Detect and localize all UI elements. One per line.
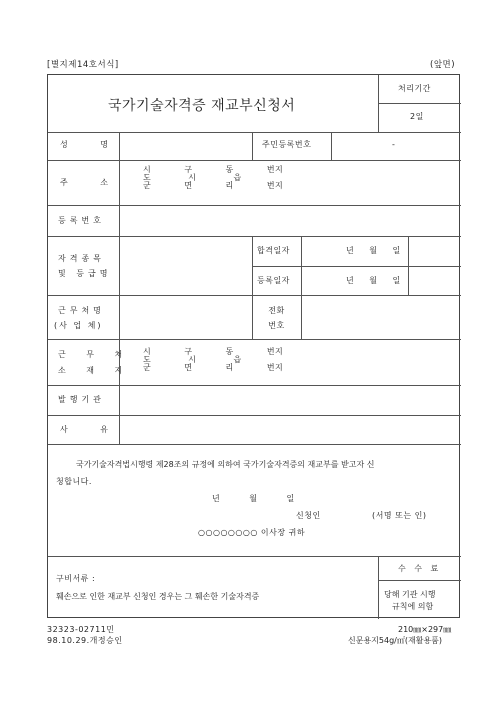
divider xyxy=(48,132,461,133)
workplace-label-2: (사 업 체) xyxy=(54,321,103,330)
name-field[interactable] xyxy=(121,134,250,158)
divider xyxy=(378,580,461,581)
pass-date-field[interactable]: 년 월 일 xyxy=(346,246,401,255)
divider xyxy=(48,236,461,237)
form-title: 국가기술자격증 재교부신청서 xyxy=(108,98,296,114)
issuer-field[interactable] xyxy=(121,387,459,413)
divider xyxy=(252,266,461,267)
form-number: [별지제14호서식] xyxy=(47,60,119,70)
documents-text: 훼손으로 인한 재교부 신청인 경우는 그 훼손한 기술자격증 xyxy=(56,592,260,601)
divider xyxy=(48,160,461,161)
application-form xyxy=(47,74,460,618)
divider xyxy=(119,132,120,444)
reason-label: 사 유 xyxy=(60,425,112,434)
work-location-label-1: 근 무 처 xyxy=(58,350,132,359)
divider xyxy=(48,339,461,340)
processing-period-value: 2일 xyxy=(410,112,424,121)
phone-label-2: 번호 xyxy=(268,321,285,330)
address-field[interactable] xyxy=(121,162,459,203)
statement-line-2: 청합니다. xyxy=(56,477,92,486)
recipient: ○○○○○○○○ 이사장 귀하 xyxy=(198,528,306,537)
rrn-label: 주민등록번호 xyxy=(262,140,312,149)
fee-line-1: 당해 기관 시행 xyxy=(384,590,436,599)
form-code: 32323-02711민 xyxy=(47,625,115,634)
divider xyxy=(48,205,461,206)
divider xyxy=(48,415,461,416)
address-line-1: 시 구 동 번지 xyxy=(143,165,284,174)
reg-number-field[interactable] xyxy=(121,207,459,234)
work-address-line-2: 도 시 읍 xyxy=(143,355,242,364)
divider xyxy=(48,295,461,296)
divider xyxy=(408,236,409,295)
phone-label-1: 전화 xyxy=(268,306,285,315)
workplace-field[interactable] xyxy=(121,297,250,337)
documents-label: 구비서류 : xyxy=(56,574,96,583)
revision-note: 98.10.29.개정승인 xyxy=(47,636,123,645)
page-side: (앞면) xyxy=(430,60,456,70)
reg-date-label: 등록일자 xyxy=(257,276,290,285)
qualification-label-1: 자격종목 xyxy=(58,254,105,263)
divider xyxy=(48,385,461,386)
name-label: 성 명 xyxy=(60,140,112,149)
divider xyxy=(48,444,461,445)
statement-line-1: 국가기술자격법시행령 제28조의 규정에 의하여 국가기술자격증의 재교부를 받고자 신 xyxy=(76,460,375,469)
reg-date-field[interactable]: 년 월 일 xyxy=(346,276,401,285)
workplace-label-1: 근무처명 xyxy=(58,306,105,315)
fee-line-2: 규칙에 의함 xyxy=(392,602,434,611)
divider xyxy=(252,132,253,160)
phone-field[interactable] xyxy=(303,297,459,337)
divider xyxy=(301,236,302,339)
reg-number-label: 등록번호 xyxy=(58,216,105,225)
applicant-label: 신청인 xyxy=(296,511,321,520)
divider xyxy=(378,556,379,619)
rrn-field[interactable]: - xyxy=(392,140,396,149)
address-line-2: 도 시 읍 xyxy=(143,173,242,182)
address-line-3: 군 면 리 번지 xyxy=(143,181,284,190)
qualification-label-2: 및 등급명 xyxy=(58,269,112,278)
address-label: 주 소 xyxy=(60,178,112,187)
divider xyxy=(331,132,332,160)
reason-field[interactable] xyxy=(121,417,459,442)
work-location-label-2: 소 재 지 xyxy=(58,366,132,375)
statement-date[interactable]: 년 월 일 xyxy=(212,494,295,503)
signature-note: (서명 또는 인) xyxy=(372,511,427,520)
fee-label: 수 수 료 xyxy=(398,564,442,573)
qualification-field[interactable] xyxy=(121,238,250,293)
work-address-line-3: 군 면 리 번지 xyxy=(143,363,284,372)
work-location-field[interactable] xyxy=(121,341,459,383)
work-address-line-1: 시 구 동 번지 xyxy=(143,347,284,356)
paper-spec: 신문용지54g/㎡(재활용품) xyxy=(348,636,443,645)
divider xyxy=(378,103,461,104)
issuer-label: 발행기관 xyxy=(58,395,105,404)
pass-date-label: 합격일자 xyxy=(257,246,290,255)
paper-size: 210㎜×297㎜ xyxy=(398,625,452,634)
processing-period-label: 처리기간 xyxy=(398,84,431,93)
divider xyxy=(48,556,461,557)
